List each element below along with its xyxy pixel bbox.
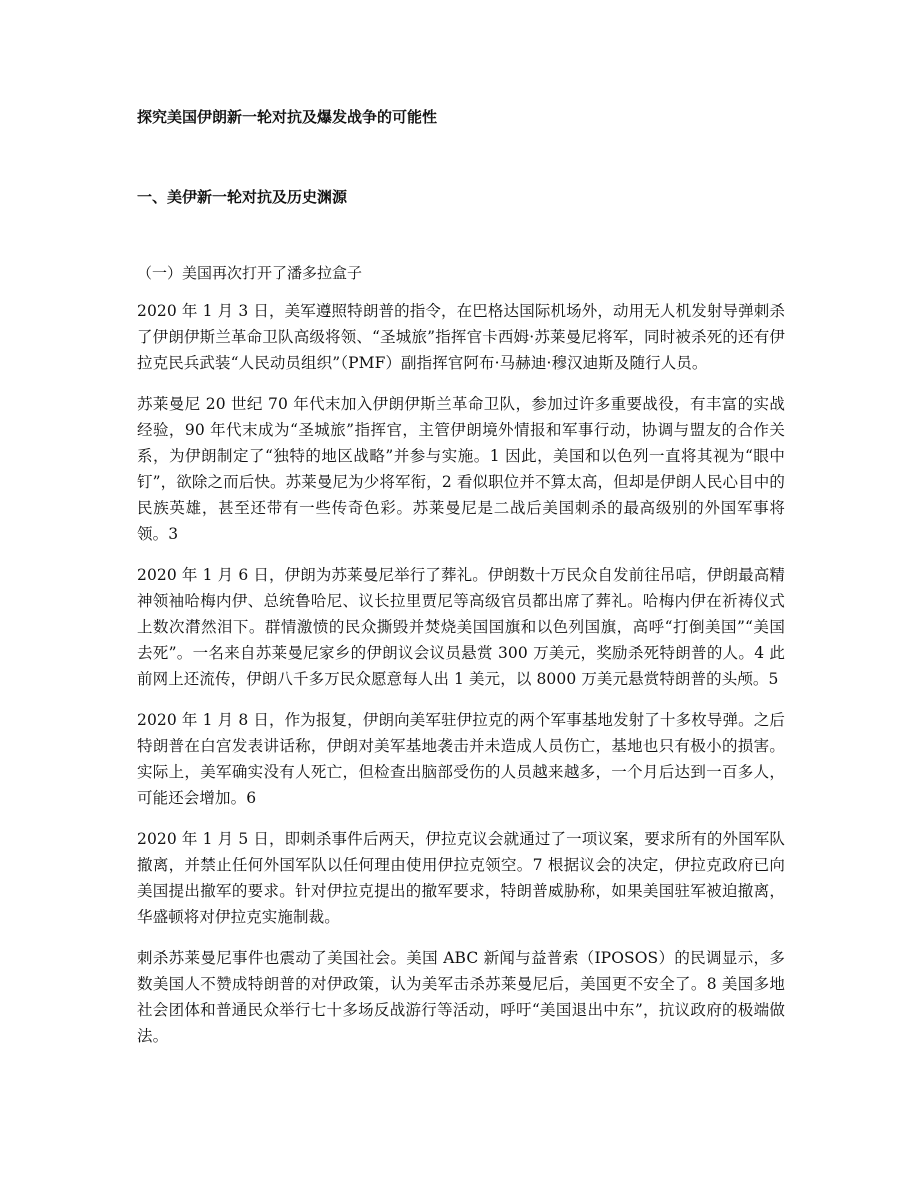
body-text bbox=[137, 298, 785, 1064]
sub-heading: （一）美国再次打开了潘多拉盒子 bbox=[137, 264, 363, 282]
paragraph-3: 2020 年 1 月 6 日，伊朗为苏莱曼尼举行了葬礼。伊朗数十万民众自发前往吊唁，伊朗最高精神领袖哈梅内伊、总统鲁哈尼、议长拉里贾尼等高级官员都出席了葬礼。哈梅内伊在祈祷仪式上数次潸然泪下。群情激愤的民众撕毁并焚烧美国国旗和以色列国旗，高呼“打倒美国”“美国去死”。一名来自苏莱曼尼家乡的伊朗议会议员悬赏 300 万美元，奖励杀死特朗普的人。4 此前网上还流传，伊朗八千多万民众愿意每人出 1 美元，以 8000 万美元悬赏特朗普的头颅。5 bbox=[137, 566, 785, 688]
paragraph-6: 刺杀苏莱曼尼事件也震动了美国社会。美国 ABC 新闻与益普索（IPOSOS）的民调显示，多数美国人不赞成特朗普的对伊政策，认为美军击杀苏莱曼尼后，美国更不安全了。8 美国多地社会团体和普通民众举行七十多场反战游行等活动，呼吁“美国退出中东”，抗议政府的极端做法。 bbox=[137, 949, 785, 1045]
section-heading: 一、美伊新一轮对抗及历史渊源 bbox=[137, 188, 348, 206]
paragraph-4: 2020 年 1 月 8 日，作为报复，伊朗向美军驻伊拉克的两个军事基地发射了十多枚导弹。之后特朗普在白宫发表讲话称，伊朗对美军基地袭击并未造成人员伤亡，基地也只有极小的损害。实际上，美军确实没有人死亡，但检查出脑部受伤的人员越来越多，一个月后达到一百多人，可能还会增加。6 bbox=[137, 711, 785, 807]
paragraph-5: 2020 年 1 月 5 日，即刺杀事件后两天，伊拉克议会就通过了一项议案，要求所有的外国军队撤离，并禁止任何外国军队以任何理由使用伊拉克领空。7 根据议会的决定，伊拉克政府已向美国提出撤军的要求。针对伊拉克提出的撤军要求，特朗普威胁称，如果美国驻军被迫撤离，华盛顿将对伊拉克实施制裁。 bbox=[137, 830, 785, 926]
document-title: 探究美国伊朗新一轮对抗及爆发战争的可能性 bbox=[137, 108, 438, 126]
paragraph-1: 2020 年 1 月 3 日，美军遵照特朗普的指令，在巴格达国际机场外，动用无人机发射导弹刺杀了伊朗伊斯兰革命卫队高级将领、“圣城旅”指挥官卡西姆·苏莱曼尼将军，同时被杀死的还有伊拉克民兵武装“人民动员组织”（PMF）副指挥官阿布·马赫迪·穆汉迪斯及随行人员。 bbox=[137, 302, 785, 372]
paragraph-2: 苏莱曼尼 20 世纪 70 年代末加入伊朗伊斯兰革命卫队，参加过许多重要战役，有丰富的实战经验，90 年代末成为“圣城旅”指挥官，主管伊朗境外情报和军事行动，协调与盟友的合作关系，为伊朗制定了“独特的地区战略”并参与实施。1 因此，美国和以色列一直将其视为“眼中钉”，欲除之而后快。苏莱曼尼为少将军衔，2 看似职位并不算太高，但却是伊朗人民心目中的民族英雄，甚至还带有一些传奇色彩。苏莱曼尼是二战后美国刺杀的最高级别的外国军事将领。3 bbox=[137, 395, 785, 543]
